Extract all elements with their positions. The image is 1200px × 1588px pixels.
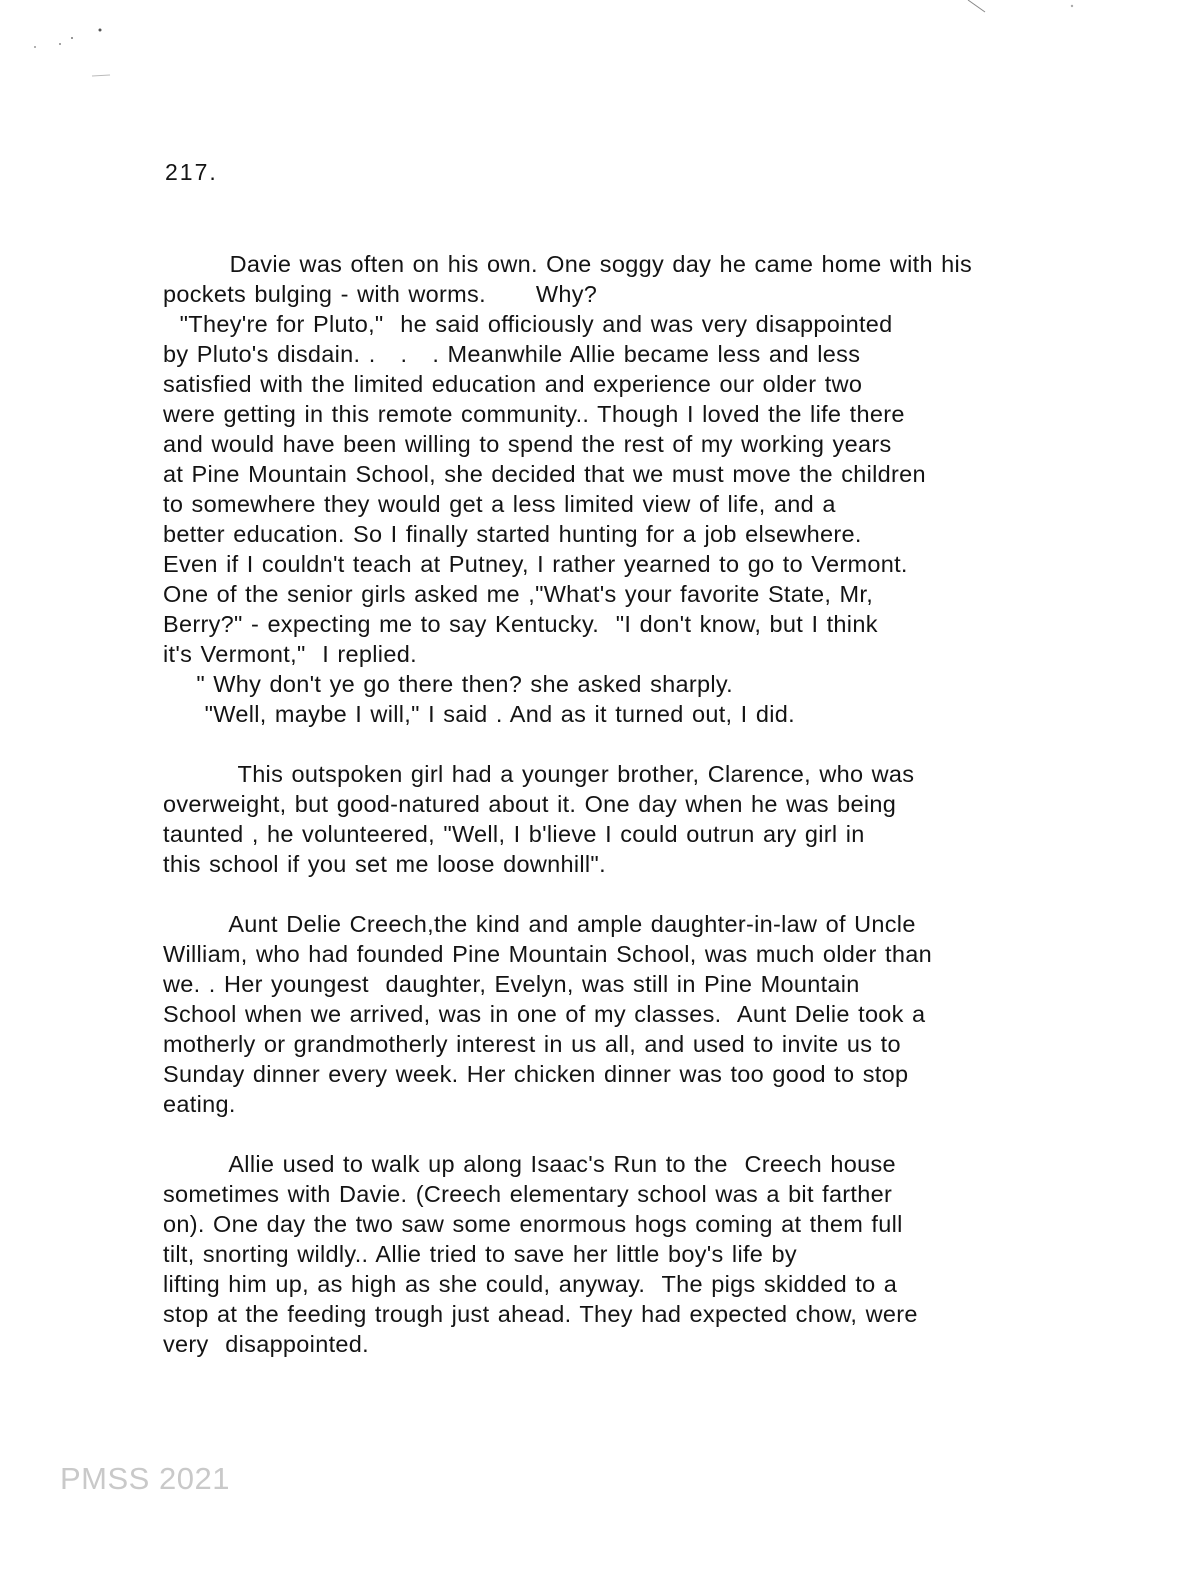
text-line: to somewhere they would get a less limited view of life, and a — [163, 491, 836, 517]
text-line: "They're for Pluto," he said officiously and was very disappointed — [163, 311, 893, 337]
text-line: Even if I couldn't teach at Putney, I rather yearned to go to Vermont. — [163, 551, 908, 577]
text-line: "Well, maybe I will," I said . And as it turned out, I did. — [163, 701, 795, 727]
page-number: 217. — [165, 159, 218, 185]
paragraph-gap — [163, 729, 1043, 759]
body-text — [163, 249, 1043, 1359]
text-line: satisfied with the limited education and experience our older two — [163, 371, 863, 397]
text-line: on). One day the two saw some enormous hogs coming at them full — [163, 1211, 903, 1237]
text-line: eating. — [163, 1091, 236, 1117]
paragraph-gap — [163, 1119, 1043, 1149]
text-line: overweight, but good-natured about it. One day when he was being — [163, 791, 897, 817]
text-line: School when we arrived, was in one of my classes. Aunt Delie took a — [163, 1001, 926, 1027]
text-line: lifting him up, as high as she could, anyway. The pigs skidded to a — [163, 1271, 898, 1297]
text-line: " Why don't ye go there then? she asked sharply. — [163, 671, 734, 697]
text-line: taunted , he volunteered, "Well, I b'lieve I could outrun ary girl in — [163, 821, 865, 847]
text-line: William, who had founded Pine Mountain School, was much older than — [163, 941, 932, 967]
text-line: This outspoken girl had a younger brother, Clarence, who was — [163, 761, 915, 787]
text-line: motherly or grandmotherly interest in us all, and used to invite us to — [163, 1031, 901, 1057]
text-line: Davie was often on his own. One soggy day he came home with his — [163, 251, 973, 277]
text-line: stop at the feeding trough just ahead. They had expected chow, were — [163, 1301, 918, 1327]
text-line: by Pluto's disdain. . . . Meanwhile Allie became less and less — [163, 341, 861, 367]
text-line: One of the senior girls asked me ,"What's your favorite State, Mr, — [163, 581, 874, 607]
text-line: Berry?" - expecting me to say Kentucky. "I don't know, but I think — [163, 611, 878, 637]
text-line: we. . Her youngest daughter, Evelyn, was still in Pine Mountain — [163, 971, 860, 997]
text-line: pockets bulging - with worms. Why? — [163, 281, 598, 307]
paragraph-gap — [163, 879, 1043, 909]
text-line: and would have been willing to spend the rest of my working years — [163, 431, 892, 457]
text-line: tilt, snorting wildly.. Allie tried to save her little boy's life by — [163, 1241, 797, 1267]
text-line: it's Vermont," I replied. — [163, 641, 417, 667]
text-line: at Pine Mountain School, she decided that we must move the children — [163, 461, 926, 487]
text-line: this school if you set me loose downhill". — [163, 851, 606, 877]
text-line: sometimes with Davie. (Creech elementary school was a bit farther — [163, 1181, 893, 1207]
text-line: Aunt Delie Creech,the kind and ample daughter-in-law of Uncle — [163, 911, 916, 937]
text-line: better education. So I finally started hunting for a job elsewhere. — [163, 521, 862, 547]
text-line: Allie used to walk up along Isaac's Run to the Creech house — [163, 1151, 896, 1177]
watermark: PMSS 2021 — [60, 1461, 230, 1496]
text-line: Sunday dinner every week. Her chicken dinner was too good to stop — [163, 1061, 909, 1087]
text-line: were getting in this remote community.. Though I loved the life there — [163, 401, 905, 427]
text-line: very disappointed. — [163, 1331, 369, 1357]
